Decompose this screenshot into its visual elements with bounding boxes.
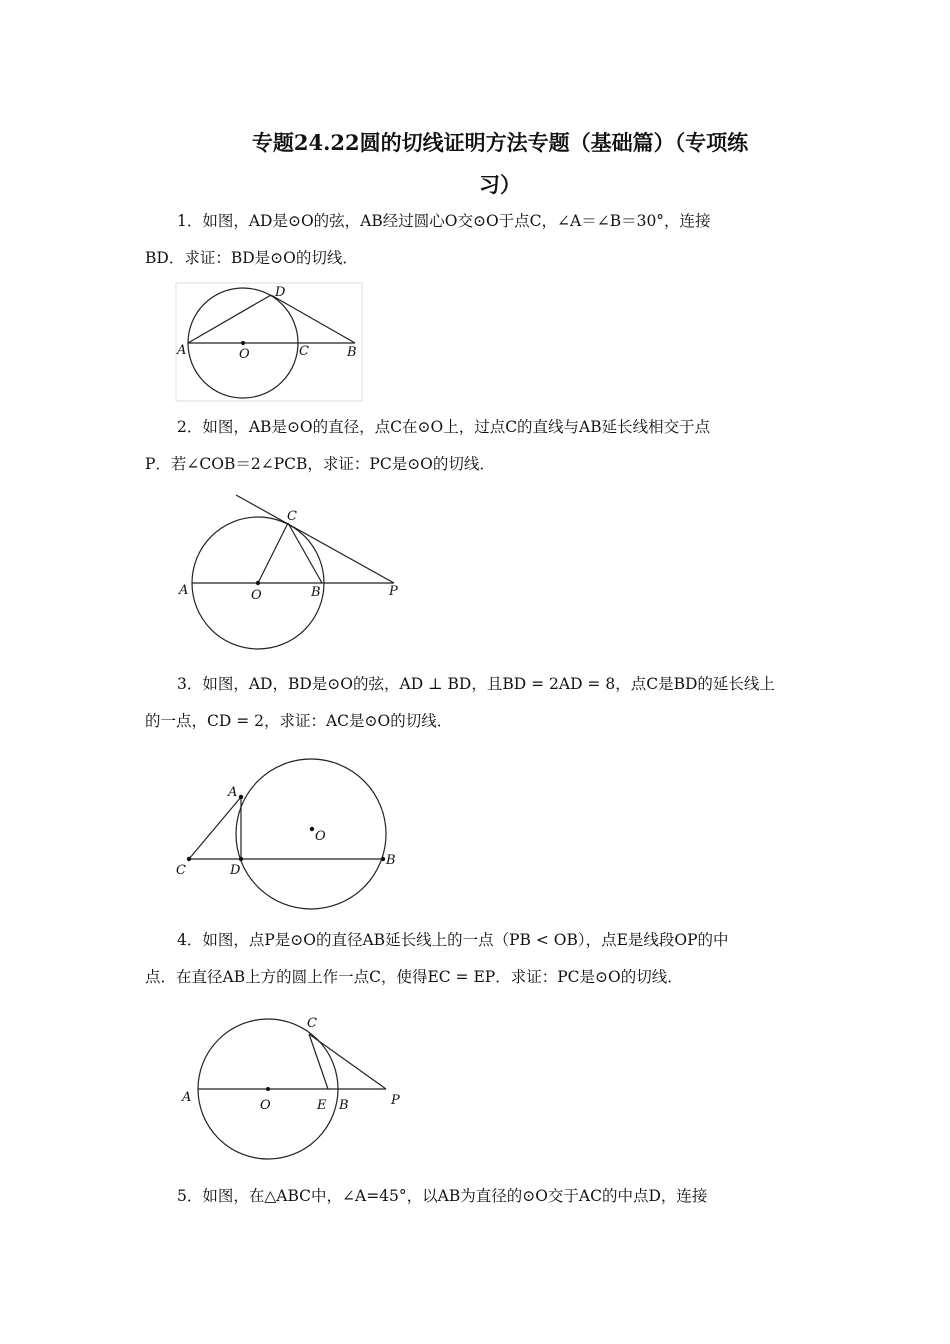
problem-1 xyxy=(145,203,815,277)
figure-1 xyxy=(175,282,365,404)
label-a: A xyxy=(228,785,238,800)
point-b xyxy=(381,857,385,861)
line-ac xyxy=(189,797,241,859)
label-c: C xyxy=(176,863,186,878)
line-bd xyxy=(271,295,355,343)
title-line-1: 专题24.22圆的切线证明方法专题（基础篇）（专项练 xyxy=(251,130,749,155)
line-ce xyxy=(309,1034,328,1089)
label-o: O xyxy=(239,347,250,362)
problem-3 xyxy=(145,666,815,740)
label-b: B xyxy=(339,1098,349,1113)
figure-3 xyxy=(172,746,412,916)
page-title xyxy=(160,122,840,206)
point-d xyxy=(239,857,243,861)
problem-1-line-2: BD．求证：BD是⊙O的切线． xyxy=(145,249,358,267)
label-a: A xyxy=(179,583,189,598)
label-b: B xyxy=(311,585,321,600)
label-b: B xyxy=(386,853,396,868)
line-oc xyxy=(258,523,288,583)
center-dot xyxy=(256,581,260,585)
figure-2 xyxy=(172,490,412,660)
figure-4 xyxy=(172,1008,412,1178)
label-b: B xyxy=(347,345,357,360)
label-o: O xyxy=(315,829,326,844)
label-a: A xyxy=(177,343,187,358)
label-d: D xyxy=(275,285,286,300)
label-c: C xyxy=(299,344,309,359)
problem-4-line-1: 4．如图，点P是⊙O的直径AB延长线上的一点（PB < OB），点E是线段OP的中 xyxy=(177,931,729,949)
problem-2-line-2: P．若∠COB＝2∠PCB，求证：PC是⊙O的切线． xyxy=(145,455,495,473)
title-line-2: 习） xyxy=(479,172,521,197)
problem-2 xyxy=(145,409,815,483)
point-c xyxy=(187,857,191,861)
center-dot xyxy=(241,341,245,345)
center-dot xyxy=(266,1087,270,1091)
problem-5-line-1: 5．如图，在△ABC中，∠A=45°，以AB为直径的⊙O交于AC的中点D，连接 xyxy=(177,1187,708,1205)
problem-1-line-1: 1．如图，AD是⊙O的弦，AB经过圆心O交⊙O于点C，∠A＝∠B＝30°，连接 xyxy=(177,212,711,230)
label-p: P xyxy=(389,584,398,599)
label-d: D xyxy=(230,863,241,878)
label-o: O xyxy=(251,588,262,603)
line-ad xyxy=(188,295,271,343)
problem-4-line-2: 点．在直径AB上方的圆上作一点C，使得EC = EP．求证：PC是⊙O的切线． xyxy=(145,968,683,986)
label-p: P xyxy=(391,1093,400,1108)
label-c: C xyxy=(287,509,297,524)
label-e: E xyxy=(317,1098,327,1113)
point-a xyxy=(239,795,243,799)
problem-3-line-2: 的一点，CD = 2，求证：AC是⊙O的切线． xyxy=(145,712,453,730)
problem-4 xyxy=(145,922,815,996)
label-o: O xyxy=(260,1098,271,1113)
problem-5 xyxy=(145,1178,815,1215)
line-cp xyxy=(309,1034,386,1089)
label-a: A xyxy=(182,1090,192,1105)
label-c: C xyxy=(307,1016,317,1031)
center-dot xyxy=(310,827,314,831)
problem-2-line-1: 2．如图，AB是⊙O的直径，点C在⊙O上，过点C的直线与AB延长线相交于点 xyxy=(177,418,711,436)
circle-o xyxy=(236,759,386,909)
problem-3-line-1: 3．如图，AD，BD是⊙O的弦，AD ⊥ BD，且BD = 2AD = 8，点C是BD的延长线上 xyxy=(177,675,775,693)
